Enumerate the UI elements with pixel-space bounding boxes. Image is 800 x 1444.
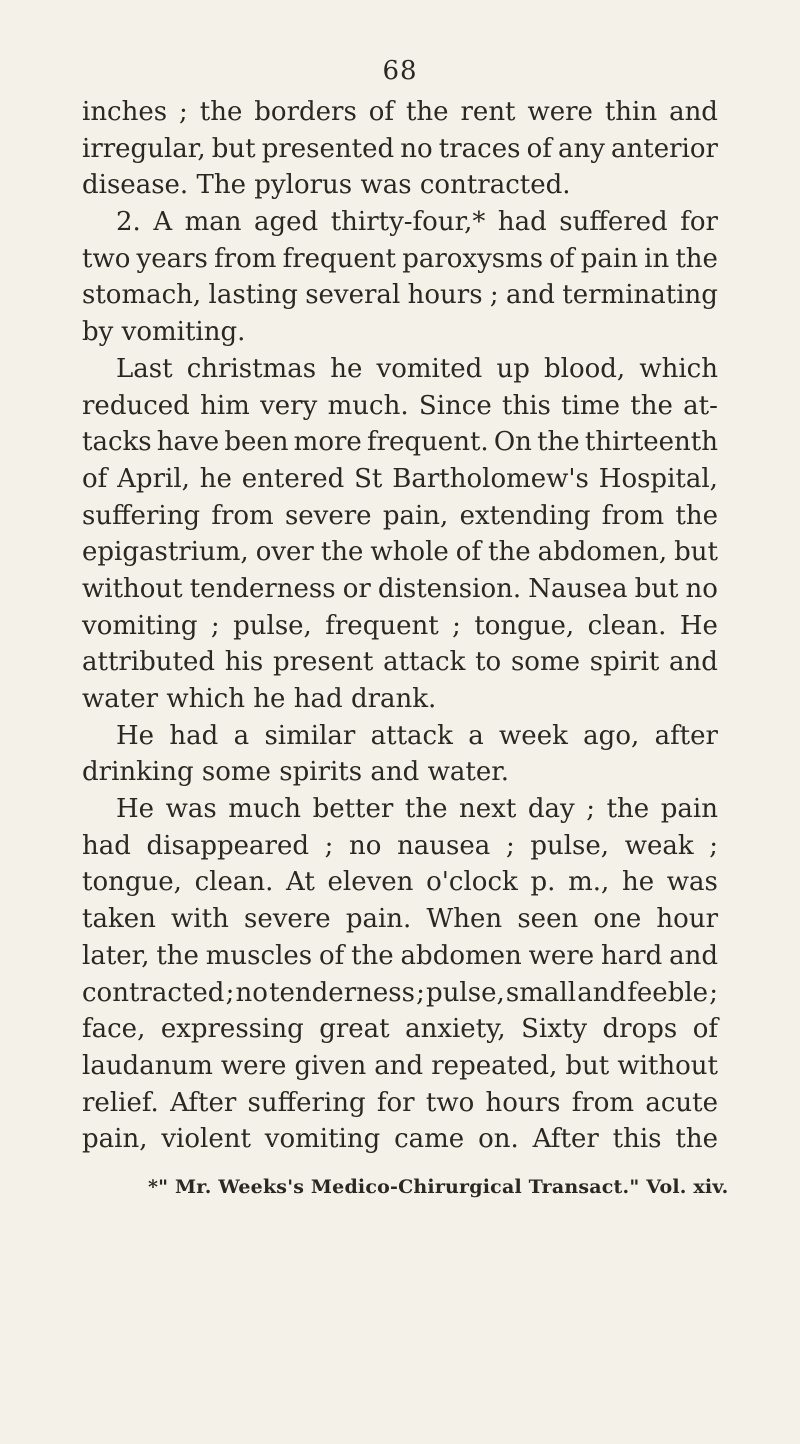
text-word: without bbox=[82, 573, 183, 604]
body-text bbox=[82, 94, 718, 1158]
text-word: seen bbox=[517, 904, 579, 935]
text-word: been bbox=[224, 427, 289, 458]
text-word: no bbox=[400, 133, 433, 164]
text-word: but bbox=[674, 537, 718, 568]
text-word: ; bbox=[709, 977, 718, 1008]
text-word: more bbox=[293, 427, 362, 458]
text-word: m., bbox=[568, 867, 610, 898]
text-word: violent bbox=[161, 1124, 251, 1155]
text-word: Nausea bbox=[528, 573, 628, 604]
text-word: or bbox=[342, 573, 371, 604]
text-word: 2. bbox=[116, 207, 141, 238]
text-word: man bbox=[184, 207, 242, 238]
text-word: Hospital, bbox=[598, 463, 718, 494]
text-word: suffered bbox=[559, 207, 668, 238]
text-word: muscles bbox=[205, 940, 313, 971]
text-word: any bbox=[557, 133, 605, 164]
text-word: over bbox=[255, 537, 314, 568]
text-word: had bbox=[497, 207, 547, 238]
text-word: suffering bbox=[82, 500, 201, 531]
text-word: present bbox=[272, 647, 374, 678]
text-word: thirteenth bbox=[584, 427, 718, 458]
text-word: weak bbox=[624, 830, 694, 861]
text-word: up bbox=[496, 353, 530, 384]
text-line bbox=[82, 534, 718, 571]
text-word: years bbox=[136, 243, 208, 274]
text-word: great bbox=[319, 1014, 390, 1045]
text-word: severe bbox=[244, 904, 331, 935]
text-line bbox=[82, 644, 718, 681]
text-word: pulse, bbox=[233, 610, 312, 641]
text-word: frequent bbox=[325, 610, 439, 641]
text-word: He bbox=[116, 794, 155, 825]
text-line bbox=[82, 1048, 718, 1085]
text-word: from bbox=[601, 500, 665, 531]
text-line bbox=[82, 938, 718, 975]
text-word: two bbox=[425, 1087, 475, 1118]
text-word: the bbox=[630, 390, 673, 421]
text-word: and bbox=[669, 97, 718, 127]
text-word: After bbox=[532, 1124, 599, 1155]
text-word: vomiting bbox=[82, 610, 198, 641]
text-line bbox=[82, 608, 718, 645]
text-word: He bbox=[679, 610, 718, 641]
text-line bbox=[82, 681, 718, 718]
text-word: ago, bbox=[583, 720, 640, 751]
text-word: April, bbox=[117, 463, 190, 494]
text-word: came bbox=[394, 1124, 465, 1155]
text-word: nausea bbox=[397, 830, 491, 861]
text-word: from bbox=[571, 1087, 635, 1118]
text-line bbox=[82, 1085, 718, 1122]
text-word: of bbox=[455, 537, 482, 568]
text-word: his bbox=[224, 647, 264, 678]
text-word: the bbox=[488, 537, 531, 568]
text-line bbox=[82, 828, 718, 865]
text-word: ; bbox=[225, 977, 235, 1008]
text-word: the bbox=[351, 940, 394, 971]
text-word: rent bbox=[460, 97, 516, 127]
text-word: given bbox=[294, 1050, 367, 1081]
text-word: on. bbox=[478, 1124, 519, 1155]
text-word: suffering bbox=[247, 1087, 366, 1118]
text-line bbox=[82, 718, 718, 755]
text-word: epigastrium, bbox=[82, 537, 249, 568]
text-word: the bbox=[675, 1124, 718, 1155]
text-word: attack bbox=[370, 720, 453, 751]
text-word: in bbox=[644, 243, 670, 274]
text-word: water bbox=[82, 684, 159, 714]
text-word: inches bbox=[82, 97, 168, 127]
text-line bbox=[82, 1121, 718, 1158]
text-word: hours bbox=[407, 280, 483, 311]
text-word: irregular, bbox=[82, 133, 206, 164]
text-word: the bbox=[675, 243, 718, 274]
text-word: and bbox=[506, 280, 555, 311]
text-word: pain. bbox=[345, 904, 412, 935]
text-word: and bbox=[577, 977, 627, 1008]
text-word: hard bbox=[600, 940, 663, 971]
text-word: distension. bbox=[377, 573, 522, 604]
text-word: pylorus bbox=[254, 170, 353, 201]
text-word: of bbox=[549, 243, 575, 274]
text-word: p. bbox=[530, 867, 556, 898]
text-word: much bbox=[228, 794, 302, 825]
text-word: blood, bbox=[544, 353, 626, 384]
text-word: taken bbox=[82, 904, 156, 935]
text-word: paroxysms bbox=[402, 243, 544, 274]
text-line bbox=[82, 901, 718, 938]
text-word: without bbox=[617, 1050, 718, 1081]
text-word: pain bbox=[660, 794, 718, 825]
text-word: the bbox=[156, 940, 199, 971]
text-word: frequent bbox=[282, 243, 397, 274]
text-word: ; bbox=[709, 830, 718, 861]
text-word: had bbox=[293, 684, 343, 714]
text-word: was bbox=[666, 867, 718, 898]
text-line bbox=[82, 167, 718, 204]
text-word: hour bbox=[656, 904, 718, 935]
text-line bbox=[82, 388, 718, 425]
text-word: spirit bbox=[589, 647, 660, 678]
text-line bbox=[82, 424, 718, 461]
text-word: two bbox=[82, 243, 131, 274]
text-word: the bbox=[675, 500, 718, 531]
text-word: Last bbox=[116, 353, 173, 384]
text-word: of bbox=[692, 1014, 718, 1045]
text-word: traces bbox=[438, 133, 521, 164]
text-word: spirits bbox=[279, 757, 363, 788]
text-word: St bbox=[354, 463, 383, 494]
text-word: and bbox=[370, 757, 420, 788]
text-word: by bbox=[82, 317, 114, 348]
text-line bbox=[82, 94, 718, 131]
text-line bbox=[82, 571, 718, 608]
text-word: which bbox=[166, 684, 245, 714]
text-word: disease. bbox=[82, 170, 189, 201]
text-word: later, bbox=[82, 940, 150, 971]
text-word: After bbox=[170, 1087, 237, 1118]
footnote: *" Mr. Weeks's Medico-Chirurgical Transact." Vol. xiv. bbox=[148, 1176, 729, 1198]
text-word: anxiety, bbox=[405, 1014, 506, 1045]
text-word: tenderness bbox=[189, 573, 336, 604]
text-word: severe bbox=[284, 500, 372, 531]
text-word: ; bbox=[210, 610, 220, 641]
text-line bbox=[82, 277, 718, 314]
text-word: he bbox=[253, 684, 286, 714]
text-word: clean. bbox=[194, 867, 274, 898]
text-word: several bbox=[305, 280, 401, 311]
text-word: next bbox=[459, 794, 517, 825]
text-word: a bbox=[233, 720, 250, 751]
text-line bbox=[82, 498, 718, 535]
text-word: was bbox=[360, 170, 412, 201]
text-word: were bbox=[527, 97, 593, 127]
text-word: aged bbox=[254, 207, 319, 238]
text-word: hours bbox=[485, 1087, 561, 1118]
text-word: was bbox=[165, 794, 217, 825]
text-word: ; bbox=[489, 280, 499, 311]
text-word: contracted bbox=[82, 977, 225, 1008]
text-line bbox=[82, 754, 718, 791]
text-word: feeble bbox=[627, 977, 709, 1008]
text-word: pain bbox=[580, 243, 638, 274]
text-word: he bbox=[621, 867, 655, 898]
text-word: the bbox=[606, 794, 650, 825]
text-line bbox=[82, 314, 718, 351]
text-word: attack bbox=[383, 647, 466, 678]
text-word: o'clock bbox=[426, 867, 518, 898]
text-word: lasting bbox=[208, 280, 298, 311]
text-word: A bbox=[153, 207, 173, 238]
text-word: after bbox=[654, 720, 718, 751]
text-word: he bbox=[330, 353, 363, 384]
text-word: expressing bbox=[160, 1014, 304, 1045]
text-word: face, bbox=[82, 1014, 146, 1045]
text-word: pain, bbox=[82, 1124, 148, 1155]
text-word: extending bbox=[459, 500, 591, 531]
text-word: tongue, bbox=[474, 610, 575, 641]
text-word: have bbox=[156, 427, 220, 458]
text-word: abdomen bbox=[400, 940, 522, 971]
text-word: of bbox=[318, 940, 345, 971]
text-word: tacks bbox=[82, 427, 152, 458]
text-word: very bbox=[260, 390, 318, 421]
text-line bbox=[82, 204, 718, 241]
text-word: laudanum bbox=[82, 1050, 213, 1081]
text-word: Since bbox=[418, 390, 492, 421]
text-line bbox=[82, 1011, 718, 1048]
text-word: drinking bbox=[82, 757, 194, 788]
text-word: clean. bbox=[587, 610, 667, 641]
text-word: had bbox=[82, 830, 131, 861]
text-word: the bbox=[537, 427, 580, 458]
text-word: similar bbox=[264, 720, 356, 751]
text-word: no bbox=[685, 573, 718, 604]
text-word: better bbox=[312, 794, 394, 825]
text-word: Bartholomew's bbox=[392, 463, 589, 494]
text-line bbox=[82, 351, 718, 388]
text-word: and bbox=[374, 1050, 424, 1081]
text-word: but bbox=[211, 133, 256, 164]
text-word: borders bbox=[254, 97, 357, 127]
text-word: of bbox=[368, 97, 395, 127]
text-word: much. bbox=[327, 390, 409, 421]
text-line bbox=[82, 864, 718, 901]
text-line bbox=[82, 241, 718, 278]
text-word: tongue, bbox=[82, 867, 182, 898]
text-line bbox=[82, 131, 718, 168]
text-line bbox=[82, 791, 718, 828]
text-word: reduced bbox=[82, 390, 190, 421]
text-word: but bbox=[634, 573, 679, 604]
text-word: thin bbox=[604, 97, 658, 127]
text-word: repeated, bbox=[431, 1050, 558, 1081]
text-word: the bbox=[405, 97, 449, 127]
text-word: him bbox=[200, 390, 250, 421]
text-line bbox=[82, 975, 718, 1012]
text-word: vomiting. bbox=[121, 317, 246, 348]
text-word: of bbox=[82, 463, 108, 494]
text-word: acute bbox=[645, 1087, 718, 1118]
text-word: one bbox=[593, 904, 642, 935]
text-word: ; bbox=[505, 830, 515, 861]
text-word: of bbox=[526, 133, 552, 164]
text-word: disappeared bbox=[146, 830, 309, 861]
text-word: some bbox=[201, 757, 271, 788]
text-word: which bbox=[639, 353, 718, 384]
text-word: drops bbox=[602, 1014, 678, 1045]
text-word: tenderness bbox=[269, 977, 415, 1008]
text-word: frequent. bbox=[366, 427, 489, 458]
text-word: and bbox=[669, 647, 718, 678]
text-word: the bbox=[404, 794, 448, 825]
text-word: day bbox=[527, 794, 575, 825]
text-word: this bbox=[612, 1124, 662, 1155]
text-word: from bbox=[211, 500, 274, 531]
text-word: pain, bbox=[382, 500, 449, 531]
text-word: to bbox=[475, 647, 502, 678]
text-word: Sixty bbox=[521, 1014, 588, 1045]
text-word: anterior bbox=[611, 133, 718, 164]
text-word: ; bbox=[452, 610, 461, 641]
text-word: some bbox=[510, 647, 581, 678]
text-word: At bbox=[286, 867, 315, 898]
text-word: terminating bbox=[562, 280, 718, 311]
text-word: When bbox=[426, 904, 503, 935]
text-word: had bbox=[169, 720, 219, 751]
text-word: week bbox=[499, 720, 568, 751]
text-word: whole bbox=[370, 537, 449, 568]
text-word: eleven bbox=[327, 867, 414, 898]
text-word: the bbox=[199, 97, 243, 127]
text-word: relief. bbox=[82, 1087, 159, 1118]
text-word: thirty-four,* bbox=[330, 207, 486, 238]
text-word: for bbox=[376, 1087, 415, 1118]
page-number: 68 bbox=[382, 56, 418, 86]
text-word: attributed bbox=[82, 647, 216, 678]
text-word: vomiting bbox=[264, 1124, 381, 1155]
text-word: christmas bbox=[186, 353, 317, 384]
text-word: ; bbox=[324, 830, 334, 861]
text-word: this bbox=[502, 390, 551, 421]
text-word: from bbox=[214, 243, 277, 274]
text-word: ; bbox=[416, 977, 425, 1008]
text-word: at- bbox=[683, 390, 718, 421]
text-word: entered bbox=[241, 463, 345, 494]
text-word: but bbox=[565, 1050, 610, 1081]
text-word: vomited bbox=[376, 353, 483, 384]
text-word: and bbox=[669, 940, 718, 971]
text-word: The bbox=[196, 170, 246, 201]
text-line bbox=[82, 461, 718, 498]
text-word: ; bbox=[586, 794, 596, 825]
text-word: he bbox=[199, 463, 232, 494]
text-word: He bbox=[116, 720, 155, 751]
text-word: pulse, bbox=[426, 977, 505, 1008]
text-word: small bbox=[505, 977, 577, 1008]
text-word: were bbox=[528, 940, 595, 971]
text-word: a bbox=[468, 720, 484, 751]
text-word: no bbox=[349, 830, 382, 861]
text-word: presented bbox=[261, 133, 395, 164]
text-word: for bbox=[680, 207, 718, 238]
text-word: were bbox=[220, 1050, 287, 1081]
text-word: water. bbox=[427, 757, 510, 788]
text-word: the bbox=[320, 537, 364, 568]
text-word: time bbox=[561, 390, 620, 421]
text-word: no bbox=[235, 977, 268, 1008]
text-word: abdomen, bbox=[537, 537, 668, 568]
text-word: contracted. bbox=[419, 170, 571, 201]
text-word: stomach, bbox=[82, 280, 202, 311]
text-word: drank. bbox=[350, 684, 437, 714]
text-word: pulse, bbox=[530, 830, 610, 861]
text-word: On bbox=[493, 427, 532, 458]
text-word: with bbox=[171, 904, 229, 935]
text-word: ; bbox=[179, 97, 188, 127]
